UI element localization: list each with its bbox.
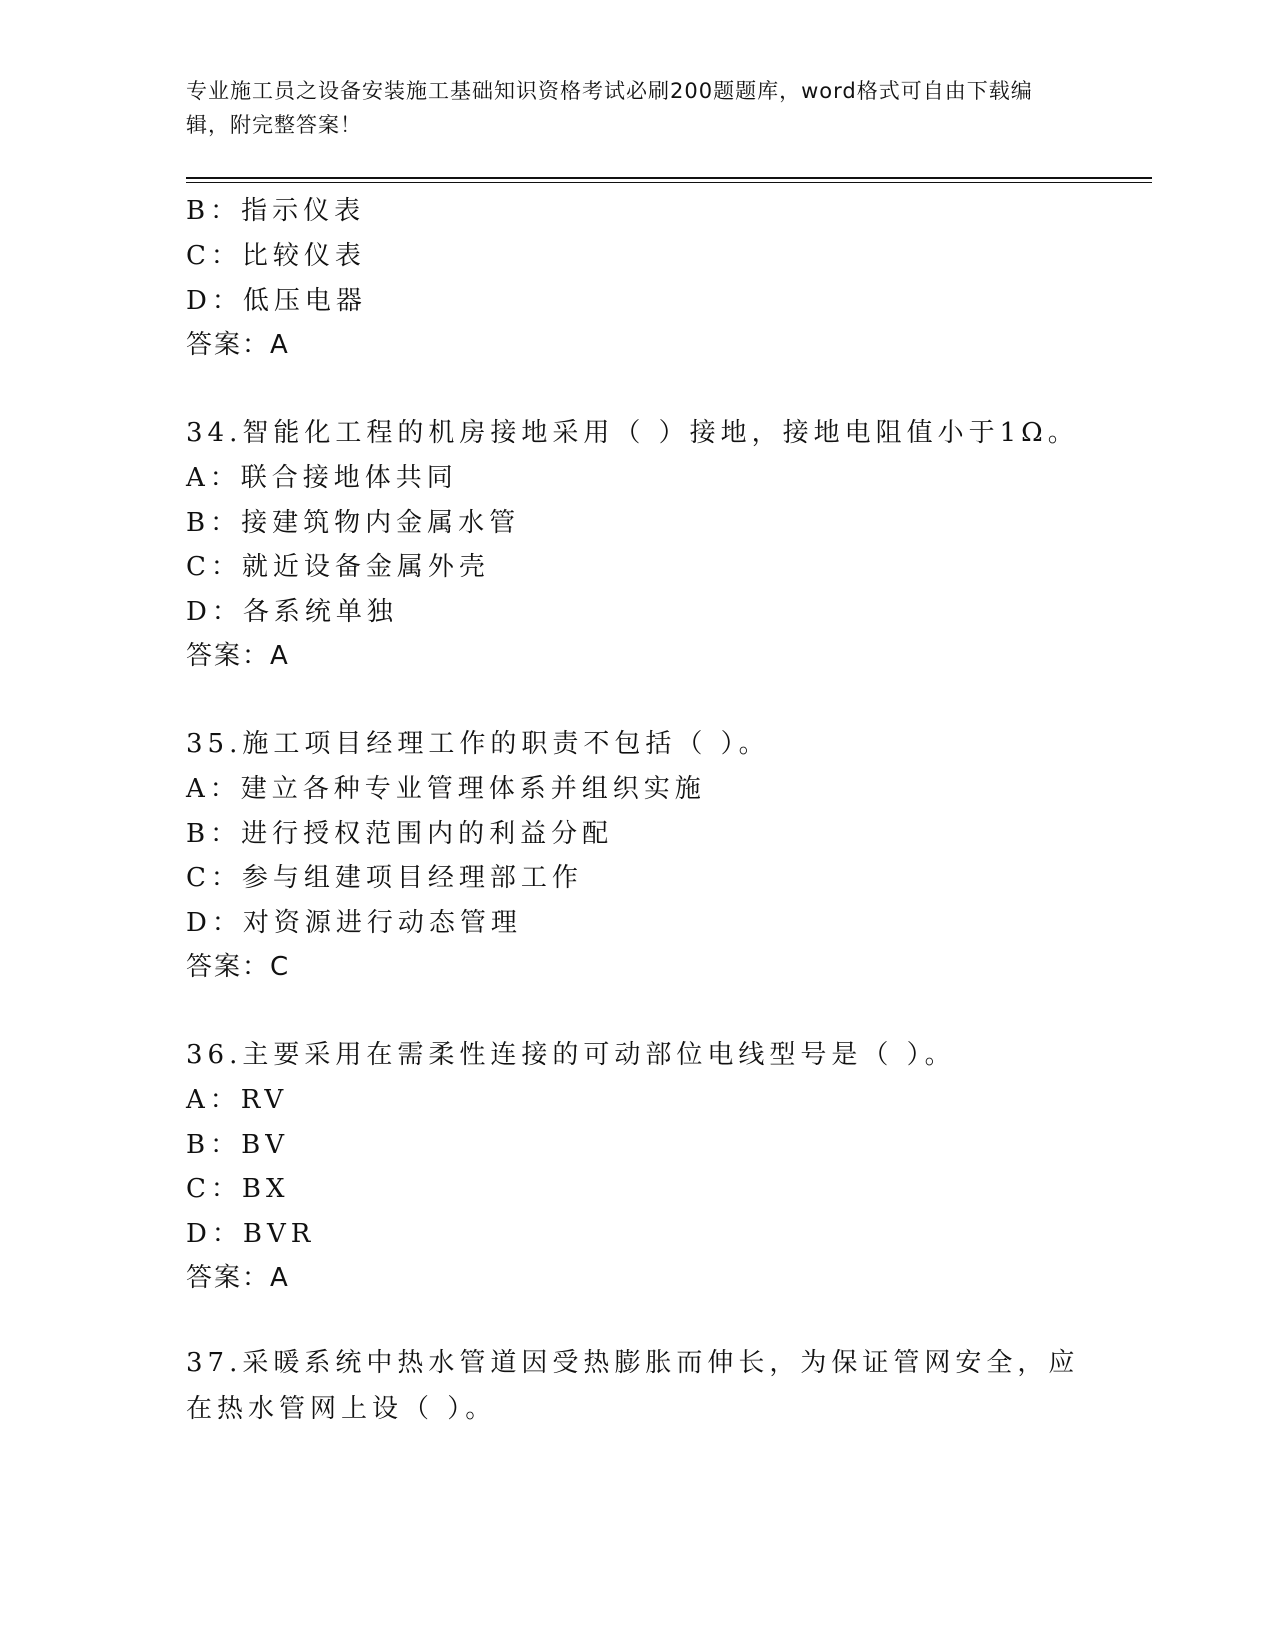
option-a: A：建立各种专业管理体系并组织实施: [186, 774, 706, 804]
answer-label: 答案：A: [186, 641, 290, 671]
option-a: A：联合接地体共同: [186, 463, 458, 493]
question-36: 36.主要采用在需柔性连接的可动部位电线型号是（ ）。: [186, 1040, 956, 1070]
question-35: 35.施工项目经理工作的职责不包括（ ）。: [186, 729, 770, 759]
option-b: B：进行授权范围内的利益分配: [186, 819, 614, 849]
question-34: 34.智能化工程的机房接地采用（ ）接地，接地电阻值小于1Ω。: [186, 418, 1079, 448]
option-d: D：低压电器: [186, 286, 367, 316]
answer-label: 答案：A: [186, 1263, 290, 1293]
option-d: D：对资源进行动态管理: [186, 908, 522, 938]
option-b: B：指示仪表: [186, 196, 366, 226]
answer-label: 答案：A: [186, 330, 290, 360]
option-b: B：BV: [186, 1130, 289, 1160]
option-c: C：比较仪表: [186, 241, 366, 271]
header-divider-thick: [186, 177, 1152, 179]
option-d: D：各系统单独: [186, 597, 398, 627]
option-c: C：BX: [186, 1174, 290, 1204]
header-divider-thin: [186, 182, 1152, 183]
option-a: A：RV: [186, 1085, 289, 1115]
option-b: B：接建筑物内金属水管: [186, 508, 521, 538]
answer-label: 答案：C: [186, 952, 291, 982]
option-c: C：参与组建项目经理部工作: [186, 863, 583, 893]
option-c: C：就近设备金属外壳: [186, 552, 490, 582]
option-d: D：BVR: [186, 1219, 316, 1249]
document-header: 专业施工员之设备安装施工基础知识资格考试必刷200题题库，word格式可自由下载编辑，附完整答案！: [186, 79, 1033, 137]
question-37: 37.采暖系统中热水管道因受热膨胀而伸长，为保证管网安全，应在热水管网上设（ ）。: [186, 1348, 1080, 1424]
